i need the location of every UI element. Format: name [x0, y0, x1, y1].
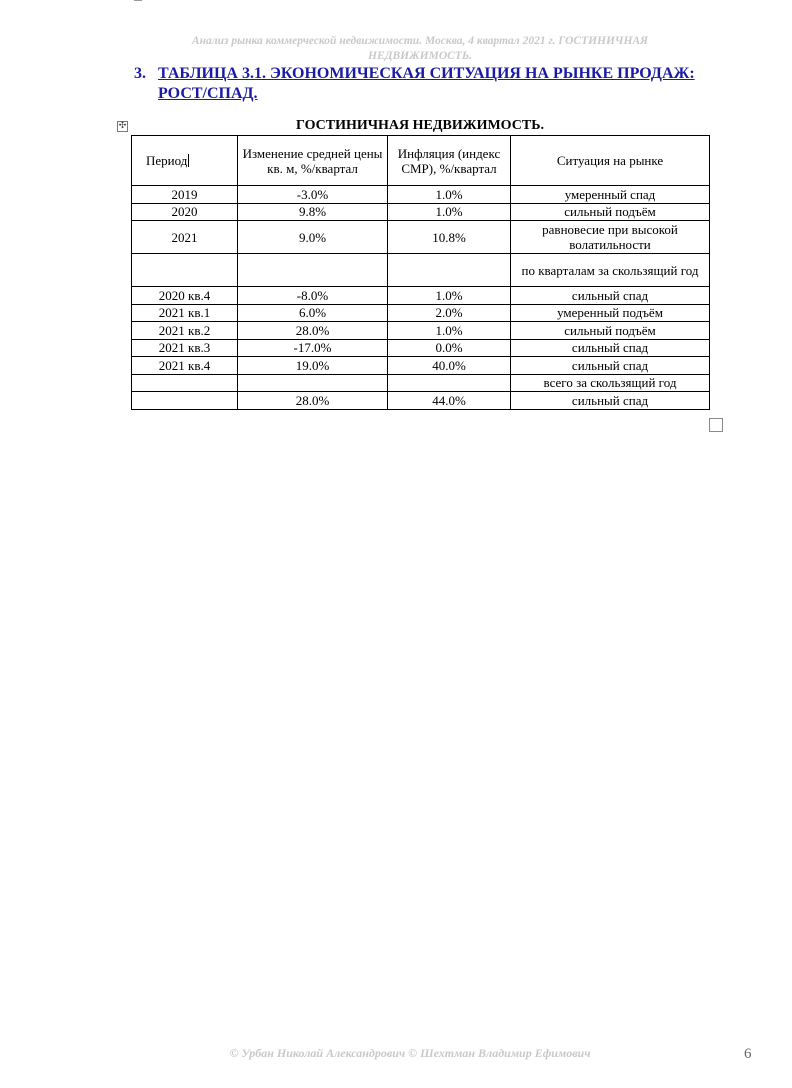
- cell-price-change[interactable]: 9.8%: [238, 203, 388, 221]
- cell-period[interactable]: 2021 кв.2: [132, 322, 238, 340]
- cell-situation[interactable]: сильный подъём: [511, 203, 710, 221]
- section-number: 3.: [134, 65, 146, 82]
- cell-situation[interactable]: сильный спад: [511, 392, 710, 410]
- table-row-total: [132, 392, 710, 410]
- table-row: [132, 186, 710, 204]
- table-header-row: [132, 136, 710, 186]
- cell-situation[interactable]: умеренный спад: [511, 186, 710, 204]
- cell-inflation[interactable]: 40.0%: [388, 357, 511, 375]
- cell-situation[interactable]: сильный спад: [511, 357, 710, 375]
- table-row: [132, 322, 710, 340]
- cell-situation[interactable]: равновесие при высокой волатильности: [511, 221, 710, 254]
- cell-situation[interactable]: всего за скользящий год: [511, 374, 710, 392]
- cell-situation[interactable]: сильный спад: [511, 287, 710, 305]
- header-period-label: Период: [146, 153, 188, 168]
- table-row: [132, 304, 710, 322]
- section-heading: [134, 64, 734, 104]
- cell-price-change[interactable]: 28.0%: [238, 392, 388, 410]
- cell-inflation[interactable]: 1.0%: [388, 287, 511, 305]
- table-row: [132, 339, 710, 357]
- cell-period[interactable]: 2021 кв.4: [132, 357, 238, 375]
- cell-price-change[interactable]: -8.0%: [238, 287, 388, 305]
- cell-period[interactable]: [132, 374, 238, 392]
- header-market-situation[interactable]: Ситуация на рынке: [511, 136, 710, 186]
- cell-situation[interactable]: по кварталам за скользящий год: [511, 254, 710, 287]
- cell-inflation[interactable]: 0.0%: [388, 339, 511, 357]
- table-row-subheading: [132, 374, 710, 392]
- header-inflation[interactable]: Инфляция (индекс СМР), %/квартал: [388, 136, 511, 186]
- page-number: 6: [744, 1046, 752, 1062]
- text-cursor: [188, 154, 189, 167]
- section-title-link[interactable]: ТАБЛИЦА 3.1. ЭКОНОМИЧЕСКАЯ СИТУАЦИЯ НА РЫНКЕ ПРОДАЖ: РОСТ/СПАД.: [158, 65, 695, 102]
- table-row: [132, 203, 710, 221]
- header-price-change[interactable]: Изменение средней цены кв. м, %/квартал: [238, 136, 388, 186]
- table-row-subheading: [132, 254, 710, 287]
- running-header: Анализ рынка коммерческой недвижимости. Москва, 4 квартал 2021 г. ГОСТИНИЧНАЯ НЕДВИЖИМОСТЬ.: [191, 35, 649, 62]
- cell-inflation[interactable]: 1.0%: [388, 186, 511, 204]
- table-row: [132, 357, 710, 375]
- cell-inflation[interactable]: 44.0%: [388, 392, 511, 410]
- cell-inflation[interactable]: [388, 254, 511, 287]
- cell-price-change[interactable]: 28.0%: [238, 322, 388, 340]
- cell-inflation[interactable]: [388, 374, 511, 392]
- cell-situation[interactable]: сильный спад: [511, 339, 710, 357]
- table-caption: ГОСТИНИЧНАЯ НЕДВИЖИМОСТЬ.: [296, 118, 544, 133]
- cell-period[interactable]: 2020: [132, 203, 238, 221]
- cell-price-change[interactable]: 6.0%: [238, 304, 388, 322]
- table-resize-handle[interactable]: [709, 418, 723, 432]
- table-row: [132, 287, 710, 305]
- table-row: [132, 221, 710, 254]
- cell-period[interactable]: 2019: [132, 186, 238, 204]
- move-arrows-icon[interactable]: ✣: [118, 121, 127, 131]
- cell-period[interactable]: 2021 кв.1: [132, 304, 238, 322]
- cell-period[interactable]: [132, 254, 238, 287]
- cell-situation[interactable]: сильный подъём: [511, 322, 710, 340]
- header-period[interactable]: [132, 136, 238, 186]
- market-situation-table: [131, 135, 710, 410]
- cell-inflation[interactable]: 10.8%: [388, 221, 511, 254]
- cell-inflation[interactable]: 1.0%: [388, 203, 511, 221]
- cell-period[interactable]: [132, 392, 238, 410]
- cell-period[interactable]: 2021 кв.3: [132, 339, 238, 357]
- cell-price-change[interactable]: 9.0%: [238, 221, 388, 254]
- cell-period[interactable]: 2020 кв.4: [132, 287, 238, 305]
- cell-inflation[interactable]: 1.0%: [388, 322, 511, 340]
- cell-price-change[interactable]: [238, 254, 388, 287]
- cell-inflation[interactable]: 2.0%: [388, 304, 511, 322]
- cell-price-change[interactable]: -17.0%: [238, 339, 388, 357]
- footer-credits: © Урбан Николай Александрович © Шехтман Владимир Ефимович: [229, 1046, 591, 1060]
- cell-price-change[interactable]: -3.0%: [238, 186, 388, 204]
- cell-price-change[interactable]: [238, 374, 388, 392]
- page-corner-mark: [134, 0, 142, 1]
- cell-situation[interactable]: умеренный подъём: [511, 304, 710, 322]
- cell-period[interactable]: 2021: [132, 221, 238, 254]
- cell-price-change[interactable]: 19.0%: [238, 357, 388, 375]
